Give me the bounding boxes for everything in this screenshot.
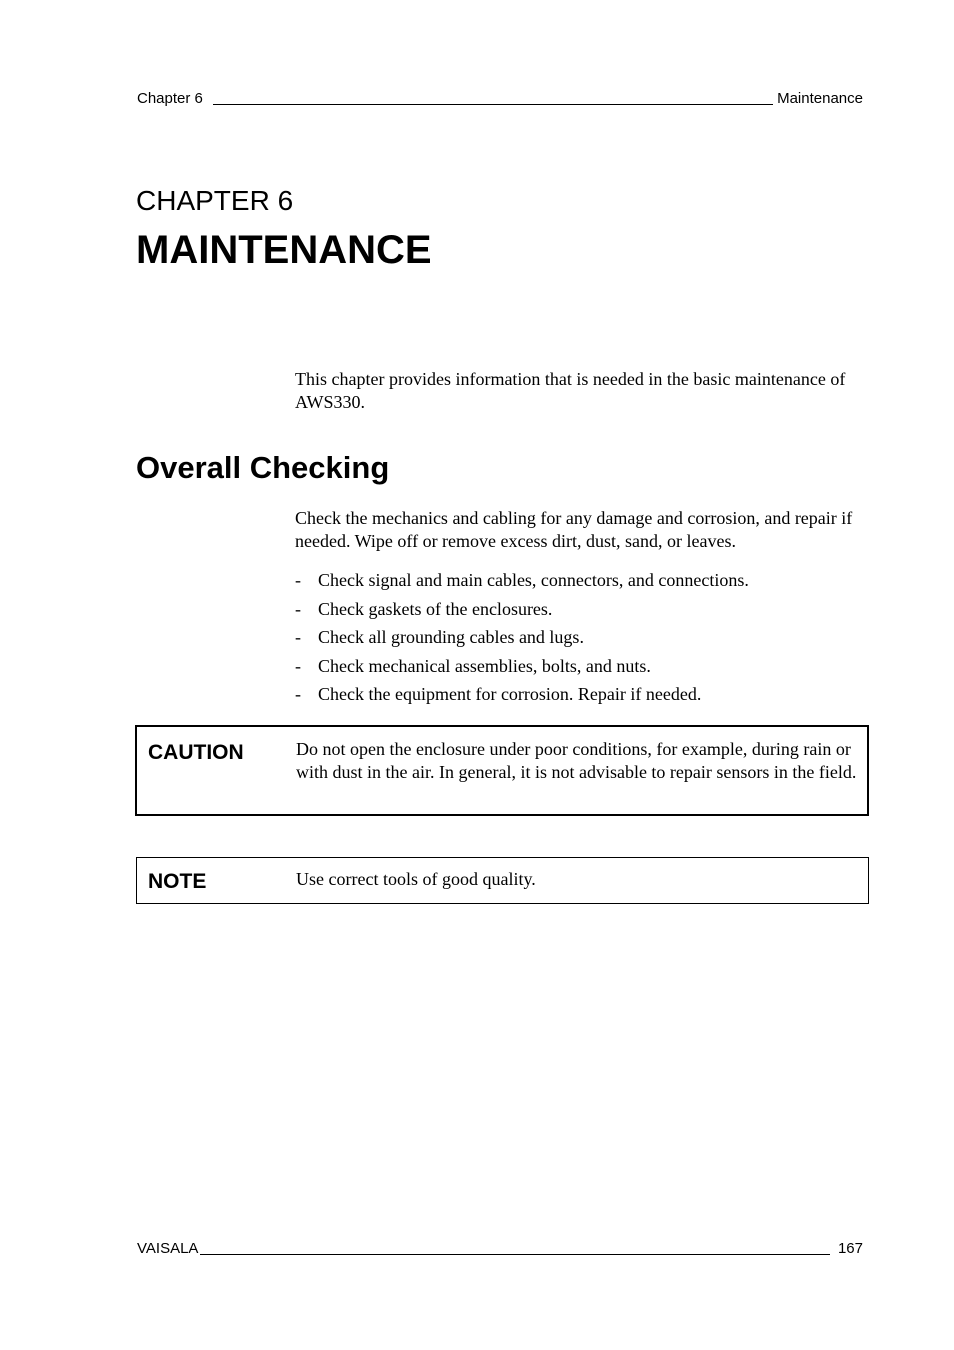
- caution-box: [135, 725, 869, 816]
- note-box: [136, 857, 869, 904]
- note-label: NOTE: [148, 870, 207, 893]
- caution-label: CAUTION: [148, 741, 244, 764]
- list-marker: -: [295, 684, 301, 704]
- page-number: 167: [837, 1240, 863, 1257]
- list-item-text: Check signal and main cables, connectors, and connections.: [318, 570, 749, 590]
- list-item: [295, 569, 870, 598]
- list-item-text: Check the equipment for corrosion. Repair if needed.: [318, 684, 702, 704]
- list-item: [295, 655, 870, 684]
- header-rule: [213, 103, 773, 105]
- chapter-label: CHAPTER 6: [136, 185, 294, 216]
- list-item-text: Check gaskets of the enclosures.: [318, 598, 553, 619]
- list-item: [295, 683, 870, 712]
- header-chapter: Chapter 6: [137, 90, 203, 107]
- list-marker: -: [295, 655, 301, 676]
- chapter-title: MAINTENANCE: [136, 228, 432, 272]
- list-marker: -: [295, 627, 301, 647]
- note-text: Use correct tools of good quality.: [296, 869, 536, 889]
- check-list: [295, 569, 870, 712]
- list-item-text: Check mechanical assemblies, bolts, and nuts.: [318, 655, 651, 676]
- footer-company: VAISALA: [137, 1240, 199, 1257]
- intro-paragraph: This chapter provides information that is needed in the basic maintenance of AWS330.: [295, 369, 846, 412]
- section-heading: Overall Checking: [136, 450, 390, 485]
- list-item: [295, 626, 870, 655]
- caution-text: Do not open the enclosure under poor conditions, for example, during rain or with dust in the air. In general, it is not advisable to repair sensors in the field.: [296, 739, 857, 782]
- list-item: [295, 598, 870, 627]
- check-paragraph: Check the mechanics and cabling for any damage and corrosion, and repair if needed. Wipe off or remove excess dirt, dust, sand, or leaves.: [295, 508, 853, 551]
- list-item-text: Check all grounding cables and lugs.: [318, 627, 584, 647]
- header-section: Maintenance: [777, 90, 863, 107]
- footer-rule: [200, 1253, 830, 1255]
- list-marker: -: [295, 570, 301, 590]
- list-marker: -: [295, 598, 301, 619]
- running-header: [137, 90, 863, 108]
- running-footer: [137, 1240, 863, 1258]
